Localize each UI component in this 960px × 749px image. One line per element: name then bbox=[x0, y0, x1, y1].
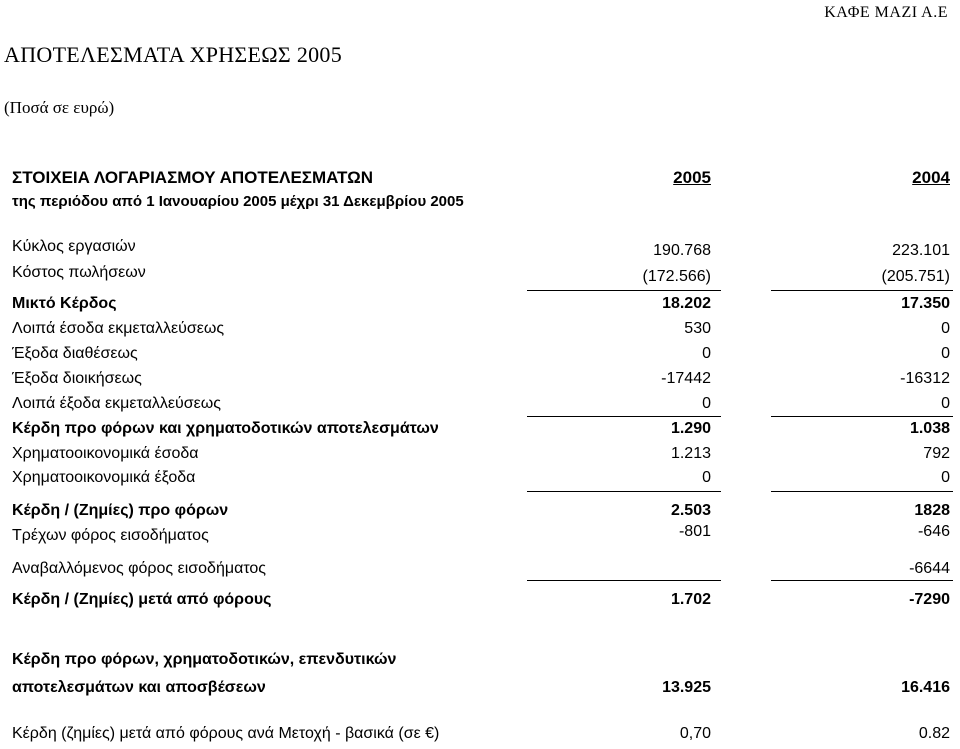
row-label: Λοιπά έσοδα εκμεταλλεύσεως bbox=[12, 320, 225, 337]
value-2005: 13.925 bbox=[662, 679, 711, 696]
value-2004: 17.350 bbox=[901, 295, 950, 312]
subtotal-line bbox=[527, 491, 721, 492]
table-row-finance-income bbox=[0, 445, 960, 469]
value-2005: 1.702 bbox=[670, 591, 711, 608]
value-2004: 0 bbox=[941, 345, 950, 362]
statement-period: της περιόδου από 1 Ιανουαρίου 2005 μέχρι 31 Δεκεμβρίου 2005 bbox=[12, 193, 464, 210]
table-row-finance-expenses bbox=[0, 469, 960, 493]
table-row-distribution-expenses bbox=[0, 345, 960, 369]
subtotal-line bbox=[771, 290, 953, 291]
value-2005: -17442 bbox=[661, 370, 711, 387]
value-2004: (205.751) bbox=[881, 268, 950, 285]
value-2004: -7290 bbox=[909, 591, 950, 608]
value-2004: 1828 bbox=[914, 502, 950, 519]
subtotal-line bbox=[527, 580, 721, 581]
value-2004: 0 bbox=[941, 395, 950, 412]
value-2005: 2.503 bbox=[670, 502, 711, 519]
column-header-2005: 2005 bbox=[673, 168, 711, 187]
value-2005: 0 bbox=[702, 469, 711, 486]
statement-header: ΣΤΟΙΧΕΙΑ ΛΟΓΑΡΙΑΣΜΟΥ ΑΠΟΤΕΛΕΣΜΑΤΩΝ bbox=[12, 168, 374, 187]
value-2004: 223.101 bbox=[892, 242, 950, 259]
value-2004: -16312 bbox=[900, 370, 950, 387]
subtotal-line bbox=[771, 580, 953, 581]
table-row-profit-before-tax bbox=[0, 502, 960, 526]
row-label: Αναβαλλόμενος φόρος εισοδήματος bbox=[12, 560, 267, 577]
company-name: ΚΑΦΕ ΜΑΖΙ Α.Ε bbox=[824, 4, 948, 21]
subtotal-line bbox=[771, 416, 953, 417]
value-2005: 0 bbox=[702, 345, 711, 362]
row-label: Τρέχων φόρος εισοδήματος bbox=[12, 527, 209, 544]
value-2005: 1.213 bbox=[670, 445, 711, 462]
row-label: Χρηματοοικονομικά έσοδα bbox=[12, 445, 199, 462]
row-label: Κέρδη προ φόρων και χρηματοδοτικών αποτελεσμάτων bbox=[12, 420, 439, 437]
value-2004: 1.038 bbox=[909, 420, 950, 437]
table-row-admin-expenses bbox=[0, 370, 960, 394]
row-label: Λοιπά έξοδα εκμεταλλεύσεως bbox=[12, 395, 221, 412]
row-label: Έξοδα διοικήσεως bbox=[12, 370, 142, 387]
value-2005: 0 bbox=[702, 395, 711, 412]
subtotal-line bbox=[771, 491, 953, 492]
table-row-revenue bbox=[0, 238, 960, 262]
value-2005: 530 bbox=[684, 320, 711, 337]
value-2004: -6644 bbox=[909, 560, 950, 577]
value-2005: (172.566) bbox=[642, 268, 711, 285]
table-row-other-income bbox=[0, 320, 960, 344]
row-label: Κύκλος εργασιών bbox=[12, 238, 136, 255]
table-row-cost-of-sales bbox=[0, 264, 960, 288]
value-2005: 18.202 bbox=[662, 295, 711, 312]
row-label: Κέρδη (ζημίες) μετά από φόρους ανά Μετοχή - βασικά (σε €) bbox=[12, 725, 440, 742]
currency-note: (Ποσά σε ευρώ) bbox=[4, 98, 115, 117]
value-2004: -646 bbox=[917, 523, 950, 540]
table-row-ebitda bbox=[0, 679, 960, 703]
page-title: ΑΠΟΤΕΛΕΣΜΑΤΑ ΧΡΗΣΕΩΣ 2005 bbox=[4, 42, 343, 67]
subtotal-line bbox=[527, 416, 721, 417]
value-2004: 0 bbox=[941, 320, 950, 337]
value-2005: -801 bbox=[678, 523, 711, 540]
subtotal-line bbox=[527, 290, 721, 291]
table-row-ebit bbox=[0, 420, 960, 444]
value-2004: 0 bbox=[941, 469, 950, 486]
table-row-profit-after-tax bbox=[0, 591, 960, 615]
value-2005: 190.768 bbox=[653, 242, 711, 259]
row-label: Μικτό Κέρδος bbox=[12, 295, 117, 312]
value-2005: 0,70 bbox=[679, 725, 711, 742]
table-row-gross-profit bbox=[0, 295, 960, 319]
value-2005: 1.290 bbox=[670, 420, 711, 437]
value-2004: 792 bbox=[923, 445, 950, 462]
value-2004: 16.416 bbox=[901, 679, 950, 696]
table-row-current-tax bbox=[0, 523, 960, 551]
table-row-ebitda-label bbox=[0, 651, 960, 675]
table-row-eps bbox=[0, 725, 960, 749]
row-label: Κόστος πωλήσεων bbox=[12, 264, 146, 281]
row-label: Χρηματοοικονομικά έξοδα bbox=[12, 469, 196, 486]
column-header-2004: 2004 bbox=[912, 168, 950, 187]
row-label: Κέρδη / (Ζημίες) μετά από φόρους bbox=[12, 591, 272, 608]
value-2004: 0.82 bbox=[918, 725, 950, 742]
row-label: Κέρδη / (Ζημίες) προ φόρων bbox=[12, 502, 229, 519]
row-label: Κέρδη προ φόρων, χρηματοδοτικών, επενδυτικών bbox=[12, 651, 397, 668]
row-label: αποτελεσμάτων και αποσβέσεων bbox=[12, 679, 266, 696]
row-label: Έξοδα διαθέσεως bbox=[12, 345, 138, 362]
